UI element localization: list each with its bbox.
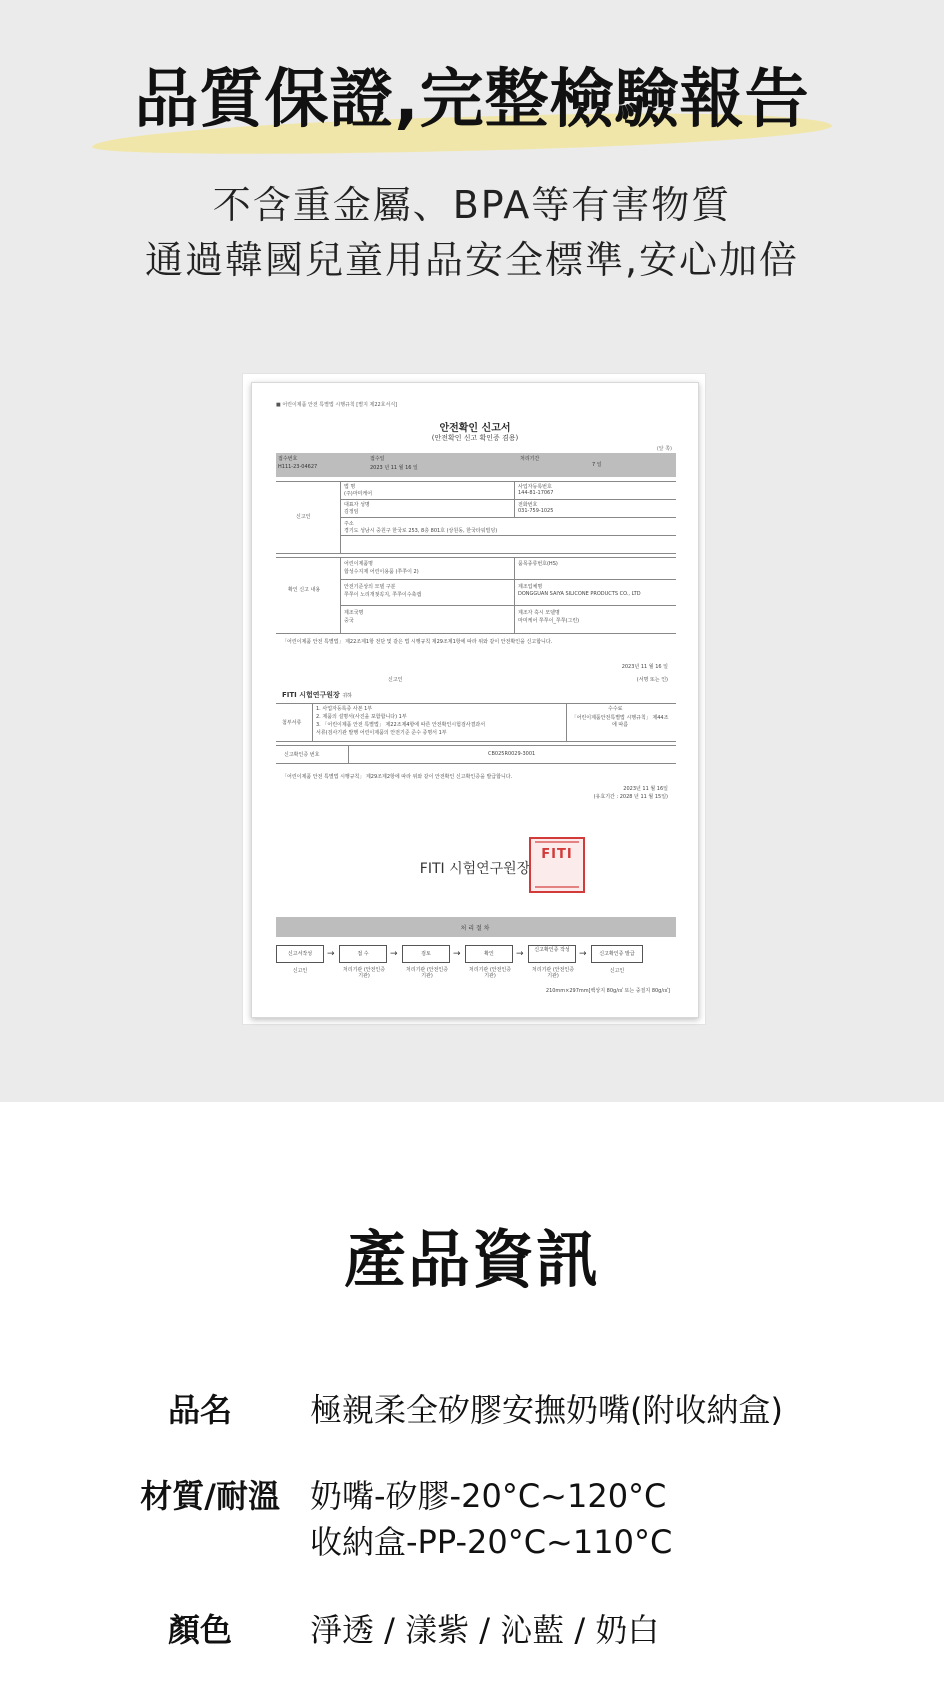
cert-process-title: 처 리 절 차 (460, 925, 490, 932)
cert-fee-label: 수수료 (608, 706, 623, 712)
certificate-document (251, 382, 699, 1018)
cert-issue-date: 2023년 11 월 16일 (623, 786, 668, 792)
cert-date-label: 접수일 (370, 456, 385, 462)
process-step: 확인 (465, 945, 513, 963)
cert-org (282, 690, 352, 700)
material-value-1: 奶嘴-矽膠-20°C~120°C (310, 1477, 667, 1515)
process-role: 처리기관 (안전인증기관) (342, 967, 386, 979)
color-value: 淨透 / 漾紫 / 沁藍 / 奶白 (310, 1611, 660, 1649)
cert-front-label: (앞 쪽) (656, 446, 672, 452)
process-step: 접 수 (339, 945, 387, 963)
cert-rule (276, 633, 676, 634)
seal-text: FITI (541, 847, 573, 862)
cert-applicant-label: 신고인 (296, 514, 311, 520)
cert-receipt-no: H111-23-04627 (278, 464, 318, 470)
cert-doc-3: 3. 「어린이제품 안전 특별법」 제22조제4항에 따른 안전확인시험검사결과서 (316, 722, 486, 728)
quality-line-1: 不含重金屬、BPA等有害物質 (212, 183, 732, 227)
cert-doc-2: 2. 제품의 설명서(사진을 포함합니다) 1부 (316, 714, 407, 720)
cert-rule (276, 745, 676, 746)
cert-statement: 「어린이제품 안전 특별법」 제22조제1항 전단 및 같은 법 시행규칙 제29조제1항에 따라 위와 같이 안전확인을 신고합니다. (282, 639, 553, 645)
cert-org-name: FITI 시험연구원장 (282, 691, 340, 699)
cert-vrule (514, 481, 515, 517)
cert-form-no: ■ 어린이제품 안전 특별법 시행규칙 [별지 제22호서식] (276, 402, 398, 408)
cert-org-suffix: 귀하 (342, 693, 352, 699)
cert-vrule (348, 745, 349, 763)
cert-sign-role: 신고인 (388, 677, 403, 683)
cert-rule (276, 763, 676, 764)
cert-addr-label: 주소 (344, 521, 354, 527)
cert-period-label: 처리기간 (520, 456, 540, 462)
arrow-right-icon: → (327, 949, 335, 959)
cert-importer-label: 제조자 혹시 모델명 (518, 610, 560, 616)
cert-rule (340, 605, 676, 606)
seal-stroke (535, 841, 579, 843)
cert-bizno: 144-81-17067 (518, 490, 554, 496)
process-role: 신고인 (292, 968, 308, 974)
quality-headline: 品質保證,完整檢驗報告 (134, 63, 810, 137)
cert-company-label: 법 명 (344, 484, 356, 490)
process-step: 신고확인증 발급 (591, 945, 643, 963)
product-name-label: 品名 (167, 1391, 232, 1429)
process-role: 처리기관 (안전인증기관) (531, 967, 575, 979)
cert-rule (340, 579, 676, 580)
process-role: 처리기관 (안전인증기관) (468, 967, 512, 979)
cert-rule (276, 741, 676, 742)
arrow-right-icon: → (390, 949, 398, 959)
cert-rule (276, 703, 676, 704)
certificate-image (243, 374, 705, 1024)
process-role: 처리기관 (안전인증기관) (405, 967, 449, 979)
cert-mfr-label: 제조업체명 (518, 584, 543, 590)
cert-vrule (514, 557, 515, 633)
material-label: 材質/耐溫 (140, 1477, 280, 1515)
arrow-right-icon: → (453, 949, 461, 959)
cert-rule (340, 499, 676, 500)
process-role: 신고인 (609, 968, 625, 974)
cert-origin: 중국 (344, 618, 354, 624)
cert-vrule (566, 703, 567, 741)
cert-fee: 「어린이제품안전특별법 시행규칙」 제44조에 따름 (571, 715, 669, 728)
cert-safety: 쭈쭈이 노리개젖꼭지, 쭈쭈이수축캡 (344, 592, 422, 598)
cert-doc-4: 서류(검사기관 발행 어린이제품의 안전기준 준수 증명서 1부 (316, 730, 447, 736)
cert-ceo-label: 대표자 성명 (344, 502, 370, 508)
cert-paper-spec: 210mm×297mm[백상지 80g/㎡ 또는 중질지 80g/㎡] (545, 988, 670, 994)
product-name-value: 極親柔全矽膠安撫奶嘴(附收納盒) (310, 1391, 783, 1429)
cert-rule (276, 481, 676, 482)
cert-origin-label: 제조국명 (344, 610, 364, 616)
cert-receipt-no-label: 접수번호 (278, 456, 298, 462)
cert-rule (340, 535, 676, 536)
process-step: 신고확인증 작성 (528, 945, 576, 963)
cert-rule (340, 517, 676, 518)
cert-product-name: 합성수지제 어린이용품 (쭈쭈이 2) (344, 569, 419, 575)
cert-confirm: 「어린이제품 안전 특별법 시행규칙」 제29조제2항에 따라 위와 같이 안전확인 신고확인증을 발급합니다. (282, 774, 513, 780)
cert-model-label: 품목종류번호(HS) (518, 561, 558, 567)
cert-bizno-label: 사업자등록번호 (518, 484, 552, 490)
product-info-title: 產品資訊 (343, 1223, 600, 1296)
cert-header-bar (276, 453, 676, 477)
cert-ceo: 김정임 (344, 509, 359, 515)
cert-vrule (312, 703, 313, 741)
color-label: 顏色 (167, 1611, 232, 1649)
cert-issuer: FITI 시험연구원장 (419, 861, 531, 877)
cert-mfr: DONGGUAN SAIYA SILICONE PRODUCTS CO., LTD (518, 591, 641, 597)
material-value-2: 收納盒-PP-20°C~110°C (310, 1523, 673, 1561)
cert-period: 7 일 (592, 462, 602, 468)
process-step: 검토 (402, 945, 450, 963)
cert-sign-date: 2023년 11 월 16 일 (621, 664, 668, 670)
arrow-right-icon: → (516, 949, 524, 959)
cert-safety-label: 안전기준상의 모델 구분 (344, 584, 396, 590)
process-step: 신고서작성 (276, 945, 324, 963)
cert-title: 안전확인 신고서 (439, 423, 511, 434)
cert-tel: 031-759-1025 (518, 508, 554, 514)
cert-rule (276, 557, 676, 558)
cert-sign-stamp: (서명 또는 인) (636, 677, 668, 683)
cert-no-label: 신고확인증 번호 (284, 752, 320, 758)
cert-docs-label: 첨부서류 (282, 720, 302, 726)
cert-validity: (유효기간 : 2028 년 11 월 15일) (593, 794, 668, 800)
seal-stroke (535, 886, 579, 888)
cert-product-section: 확인 신고 내용 (288, 587, 321, 593)
cert-product-name-label: 어린이제품명 (344, 561, 373, 567)
cert-date: 2023 년 11 월 16 일 (370, 465, 418, 471)
headline-wrap (0, 60, 944, 140)
cert-addr: 경기도 성남시 중원구 한국로 253, 8층 801호 (상원동, 한국타워빌딩) (344, 528, 498, 534)
cert-importer: 마미케어 쭈쭈이_쭈쭈(그린) (518, 618, 580, 624)
cert-no: CB025R0029-3001 (488, 751, 536, 757)
cert-company: (주)마미케어 (344, 491, 373, 497)
cert-rule (276, 553, 676, 554)
cert-tel-label: 전화번호 (518, 502, 538, 508)
quality-line-2: 通過韓國兒童用品安全標準,安心加倍 (144, 238, 800, 282)
arrow-right-icon: → (579, 949, 587, 959)
cert-doc-1: 1. 사업자등록증 사본 1부 (316, 706, 373, 712)
official-seal (529, 837, 585, 893)
cert-vrule (340, 557, 341, 633)
cert-subtitle: (안전확인 신고 확인증 겸용) (431, 434, 519, 442)
